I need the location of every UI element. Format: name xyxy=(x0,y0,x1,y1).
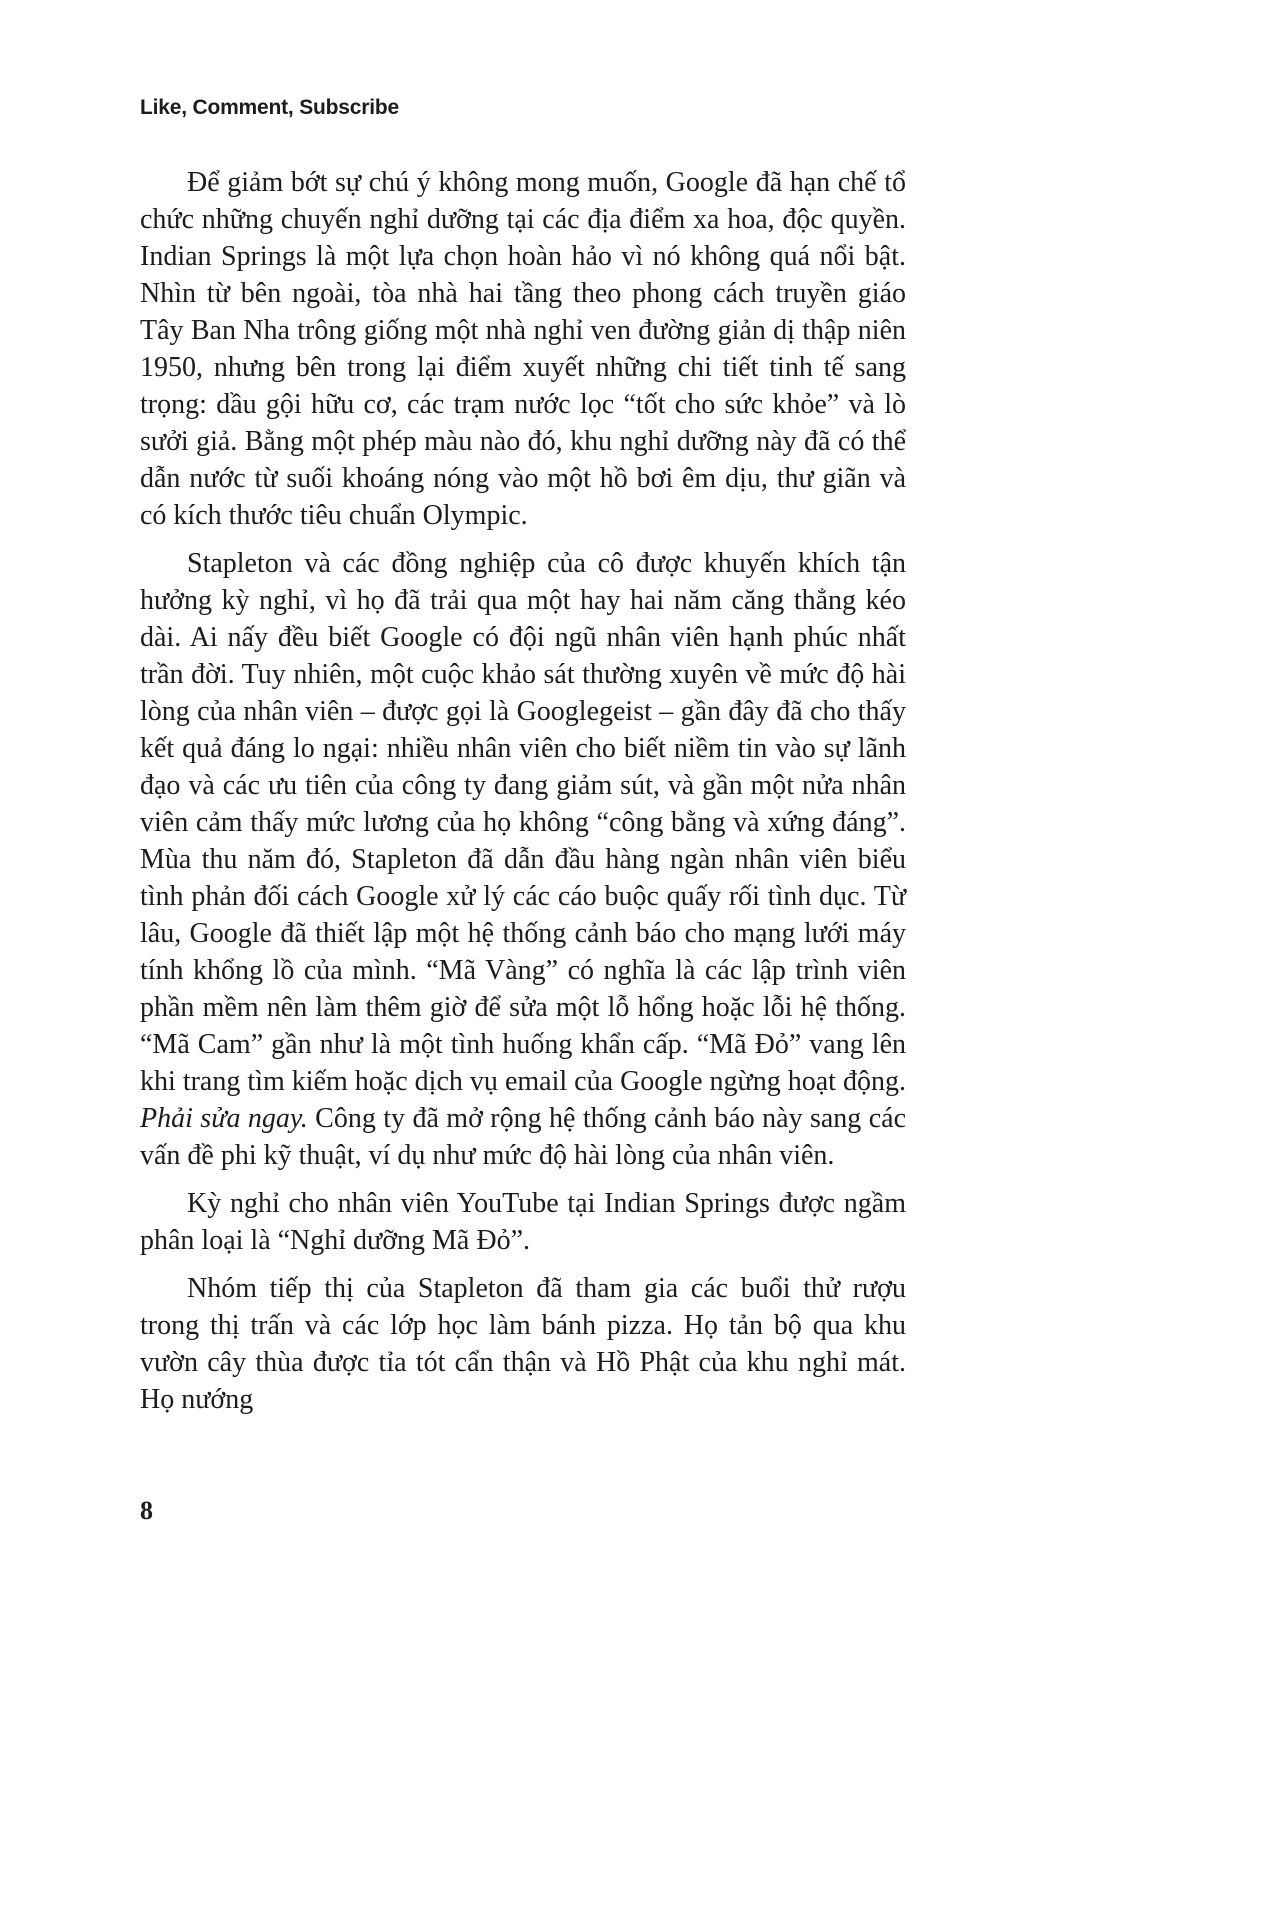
page-number: 8 xyxy=(140,1496,153,1525)
body-paragraphs xyxy=(140,164,906,1429)
paragraph-segment: Stapleton và các đồng nghiệp của cô được khuyến khích tận hưởng kỳ nghỉ, vì họ đã trải qua một hay hai năm căng thẳng kéo dài. Ai nấy đều biết Google có đội ngũ nhân viên hạnh phúc nhất trần đời. Tuy nhiên, một cuộc khảo sát thường xuyên về mức độ hài lòng của nhân viên – được gọi là Googlegeist – gần đây đã cho thấy kết quả đáng lo ngại: nhiều nhân viên cho biết niềm tin vào sự lãnh đạo và các ưu tiên của công ty đang giảm sút, và gần một nửa nhân viên cảm thấy mức lương của họ không “công bằng và xứng đáng”. Mùa thu năm đó, Stapleton đã dẫn đầu hàng ngàn nhân viên biểu tình phản đối cách Google xử lý các cáo buộc quấy rối tình dục. Từ lâu, Google đã thiết lập một hệ thống cảnh báo cho mạng lưới máy tính khổng lồ của mình. “Mã Vàng” có nghĩa là các lập trình viên phần mềm nên làm thêm giờ để sửa một lỗ hổng hoặc lỗi hệ thống. “Mã Cam” gần như là một tình huống khẩn cấp. “Mã Đỏ” vang lên khi trang tìm kiếm hoặc dịch vụ email của Google ngừng hoạt động. xyxy=(140,548,906,1097)
paragraph-segment: Công ty đã mở rộng hệ thống cảnh báo này sang các vấn đề phi kỹ thuật, ví dụ như mức độ hài lòng của nhân viên. xyxy=(140,1103,906,1171)
paragraph-segment-italic: Phải sửa ngay. xyxy=(140,1103,308,1134)
running-header: Like, Comment, Subscribe xyxy=(140,96,399,119)
paragraph xyxy=(140,545,906,1174)
paragraph xyxy=(140,1185,906,1259)
paragraph-segment: Để giảm bớt sự chú ý không mong muốn, Google đã hạn chế tổ chức những chuyến nghỉ dưỡng tại các địa điểm xa hoa, độc quyền. Indian Springs là một lựa chọn hoàn hảo vì nó không quá nổi bật. Nhìn từ bên ngoài, tòa nhà hai tầng theo phong cách truyền giáo Tây Ban Nha trông giống một nhà nghỉ ven đường giản dị thập niên 1950, nhưng bên trong lại điểm xuyết những chi tiết tinh tế sang trọng: dầu gội hữu cơ, các trạm nước lọc “tốt cho sức khỏe” và lò sưởi giả. Bằng một phép màu nào đó, khu nghỉ dưỡng này đã có thể dẫn nước từ suối khoáng nóng vào một hồ bơi êm dịu, thư giãn và có kích thước tiêu chuẩn Olympic. xyxy=(140,167,906,531)
paragraph xyxy=(140,1270,906,1418)
paragraph-segment: Kỳ nghỉ cho nhân viên YouTube tại Indian Springs được ngầm phân loại là “Nghỉ dưỡng Mã Đỏ”. xyxy=(140,1188,906,1256)
paragraph-segment: Nhóm tiếp thị của Stapleton đã tham gia các buổi thử rượu trong thị trấn và các lớp học làm bánh pizza. Họ tản bộ qua khu vườn cây thùa được tỉa tót cẩn thận và Hồ Phật của khu nghỉ mát. Họ nướng xyxy=(140,1273,906,1415)
paragraph xyxy=(140,164,906,534)
